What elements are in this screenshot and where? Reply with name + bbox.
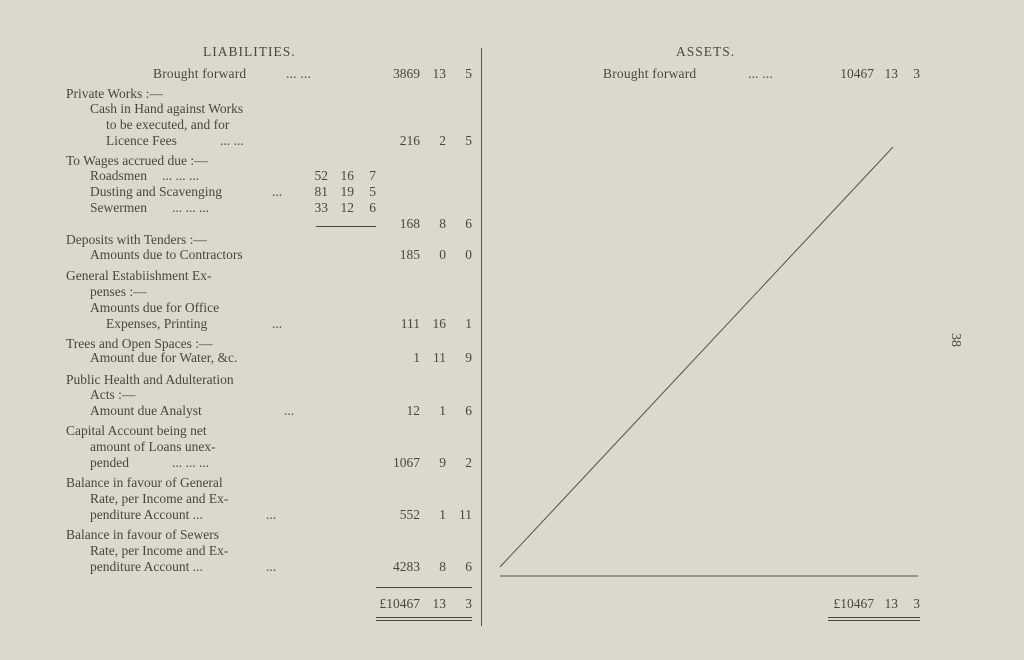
general-establishment-line3: Expenses, Printing <box>106 316 208 331</box>
assets-total-pence: 3 <box>913 596 920 611</box>
public-health-shillings: 1 <box>439 403 446 418</box>
assets-total-pounds: £10467 <box>833 596 874 611</box>
public-health-heading: Public Health and Adulteration <box>66 372 234 387</box>
assets-total-double-rule-1 <box>828 617 920 618</box>
capital-account-pence: 2 <box>465 455 472 470</box>
balance-sewers-pence: 6 <box>465 559 472 574</box>
capital-account-heading: Capital Account being net <box>66 423 207 438</box>
balance-general-shillings: 1 <box>439 507 446 522</box>
balance-sewers-pounds: 4283 <box>393 559 420 574</box>
general-establishment-pence: 1 <box>465 316 472 331</box>
diagonal-line <box>500 147 893 567</box>
private-works-pounds: 216 <box>399 133 420 148</box>
liab-bf-pounds: 3869 <box>393 66 420 81</box>
liabilities-heading: LIABILITIES. <box>203 44 296 59</box>
general-establishment-heading: General Estabiishment Ex- <box>66 268 212 283</box>
capital-account-dots: ... ... ... <box>172 455 210 470</box>
assets-brought-forward-label: Brought forward <box>603 66 697 81</box>
balance-general-line2: penditure Account ... <box>90 507 203 522</box>
assets-total-shillings: 13 <box>884 596 898 611</box>
general-establishment-line2: Amounts due for Office <box>90 300 220 315</box>
private-works-dots: ... ... <box>220 133 244 148</box>
capital-account-line1: amount of Loans unex- <box>90 439 216 454</box>
wages-roadsmen-dots: ... ... ... <box>162 168 200 183</box>
wages-heading: To Wages accrued due :— <box>66 153 208 168</box>
wages-pence: 6 <box>465 216 472 231</box>
trees-heading: Trees and Open Spaces :— <box>66 336 213 351</box>
deposits-heading: Deposits with Tenders :— <box>66 232 207 247</box>
trees-line1: Amount due for Water, &c. <box>90 350 238 365</box>
wages-pounds: 168 <box>399 216 420 231</box>
public-health-line1: Acts :— <box>90 387 136 402</box>
wages-shillings: 8 <box>439 216 446 231</box>
capital-account-shillings: 9 <box>439 455 446 470</box>
trees-pounds: 1 <box>413 350 420 365</box>
assets-bf-pounds: 10467 <box>840 66 874 81</box>
wages-dusting-dots: ... <box>272 184 283 199</box>
general-establishment-line1: penses :— <box>90 284 147 299</box>
liabilities-total-shillings: 13 <box>432 596 446 611</box>
balance-sewers-shillings: 8 <box>439 559 446 574</box>
wages-sewermen-shillings: 12 <box>340 200 354 215</box>
balance-general-line1: Rate, per Income and Ex- <box>90 491 229 506</box>
general-establishment-shillings: 16 <box>432 316 446 331</box>
wages-sewermen-dots: ... ... ... <box>172 200 210 215</box>
public-health-pounds: 12 <box>406 403 420 418</box>
balance-general-pounds: 552 <box>399 507 420 522</box>
assets-bf-shillings: 13 <box>884 66 898 81</box>
private-works-line3: Licence Fees <box>106 133 177 148</box>
liabilities-total-pounds: £10467 <box>379 596 420 611</box>
wages-dusting-shillings: 19 <box>340 184 354 199</box>
wages-dusting-label: Dusting and Scavenging <box>90 184 222 199</box>
wages-sewermen-pence: 6 <box>369 200 376 215</box>
general-establishment-pounds: 111 <box>400 316 420 331</box>
wages-roadsmen-pounds: 52 <box>314 168 328 183</box>
balance-sewers-line1: Rate, per Income and Ex- <box>90 543 229 558</box>
balance-general-pence: 11 <box>459 507 472 522</box>
general-establishment-dots: ... <box>272 316 283 331</box>
balance-sewers-dots: ... <box>266 559 277 574</box>
liab-bf-pence: 5 <box>465 66 472 81</box>
deposits-shillings: 0 <box>439 247 446 262</box>
public-health-dots: ... <box>284 403 295 418</box>
assets-brought-forward-dots: ... ... <box>748 66 774 81</box>
assets-bf-pence: 3 <box>913 66 920 81</box>
capital-account-line2: pended <box>90 455 129 470</box>
wages-roadsmen-shillings: 16 <box>340 168 354 183</box>
wages-dusting-pence: 5 <box>369 184 376 199</box>
public-health-pence: 6 <box>465 403 472 418</box>
assets-total-double-rule-2 <box>828 620 920 621</box>
wages-roadsmen-label: Roadsmen <box>90 168 147 183</box>
balance-general-heading: Balance in favour of General <box>66 475 223 490</box>
public-health-line2: Amount due Analyst <box>90 403 202 418</box>
balance-general-dots: ... <box>266 507 277 522</box>
wages-dusting-pounds: 81 <box>314 184 328 199</box>
private-works-heading: Private Works :— <box>66 86 163 101</box>
trees-shillings: 11 <box>433 350 446 365</box>
private-works-line1: Cash in Hand against Works <box>90 101 244 116</box>
private-works-shillings: 2 <box>439 133 446 148</box>
private-works-pence: 5 <box>465 133 472 148</box>
assets-heading: ASSETS. <box>676 44 736 59</box>
liabilities-total-pence: 3 <box>465 596 472 611</box>
private-works-line2: to be executed, and for <box>106 117 230 132</box>
capital-account-pounds: 1067 <box>393 455 420 470</box>
balance-sewers-heading: Balance in favour of Sewers <box>66 527 219 542</box>
wages-sewermen-label: Sewermen <box>90 200 147 215</box>
deposits-line1: Amounts due to Contractors <box>90 247 243 262</box>
deposits-pounds: 185 <box>399 247 420 262</box>
liabilities-brought-forward-dots: ... ... <box>286 66 312 81</box>
liabilities-brought-forward-label: Brought forward <box>153 66 247 81</box>
page-number: 38 <box>948 333 963 347</box>
trees-pence: 9 <box>465 350 472 365</box>
wages-sewermen-pounds: 33 <box>314 200 328 215</box>
balance-sewers-line2: penditure Account ... <box>90 559 203 574</box>
deposits-pence: 0 <box>465 247 472 262</box>
wages-roadsmen-pence: 7 <box>369 168 376 183</box>
liab-bf-shillings: 13 <box>432 66 446 81</box>
